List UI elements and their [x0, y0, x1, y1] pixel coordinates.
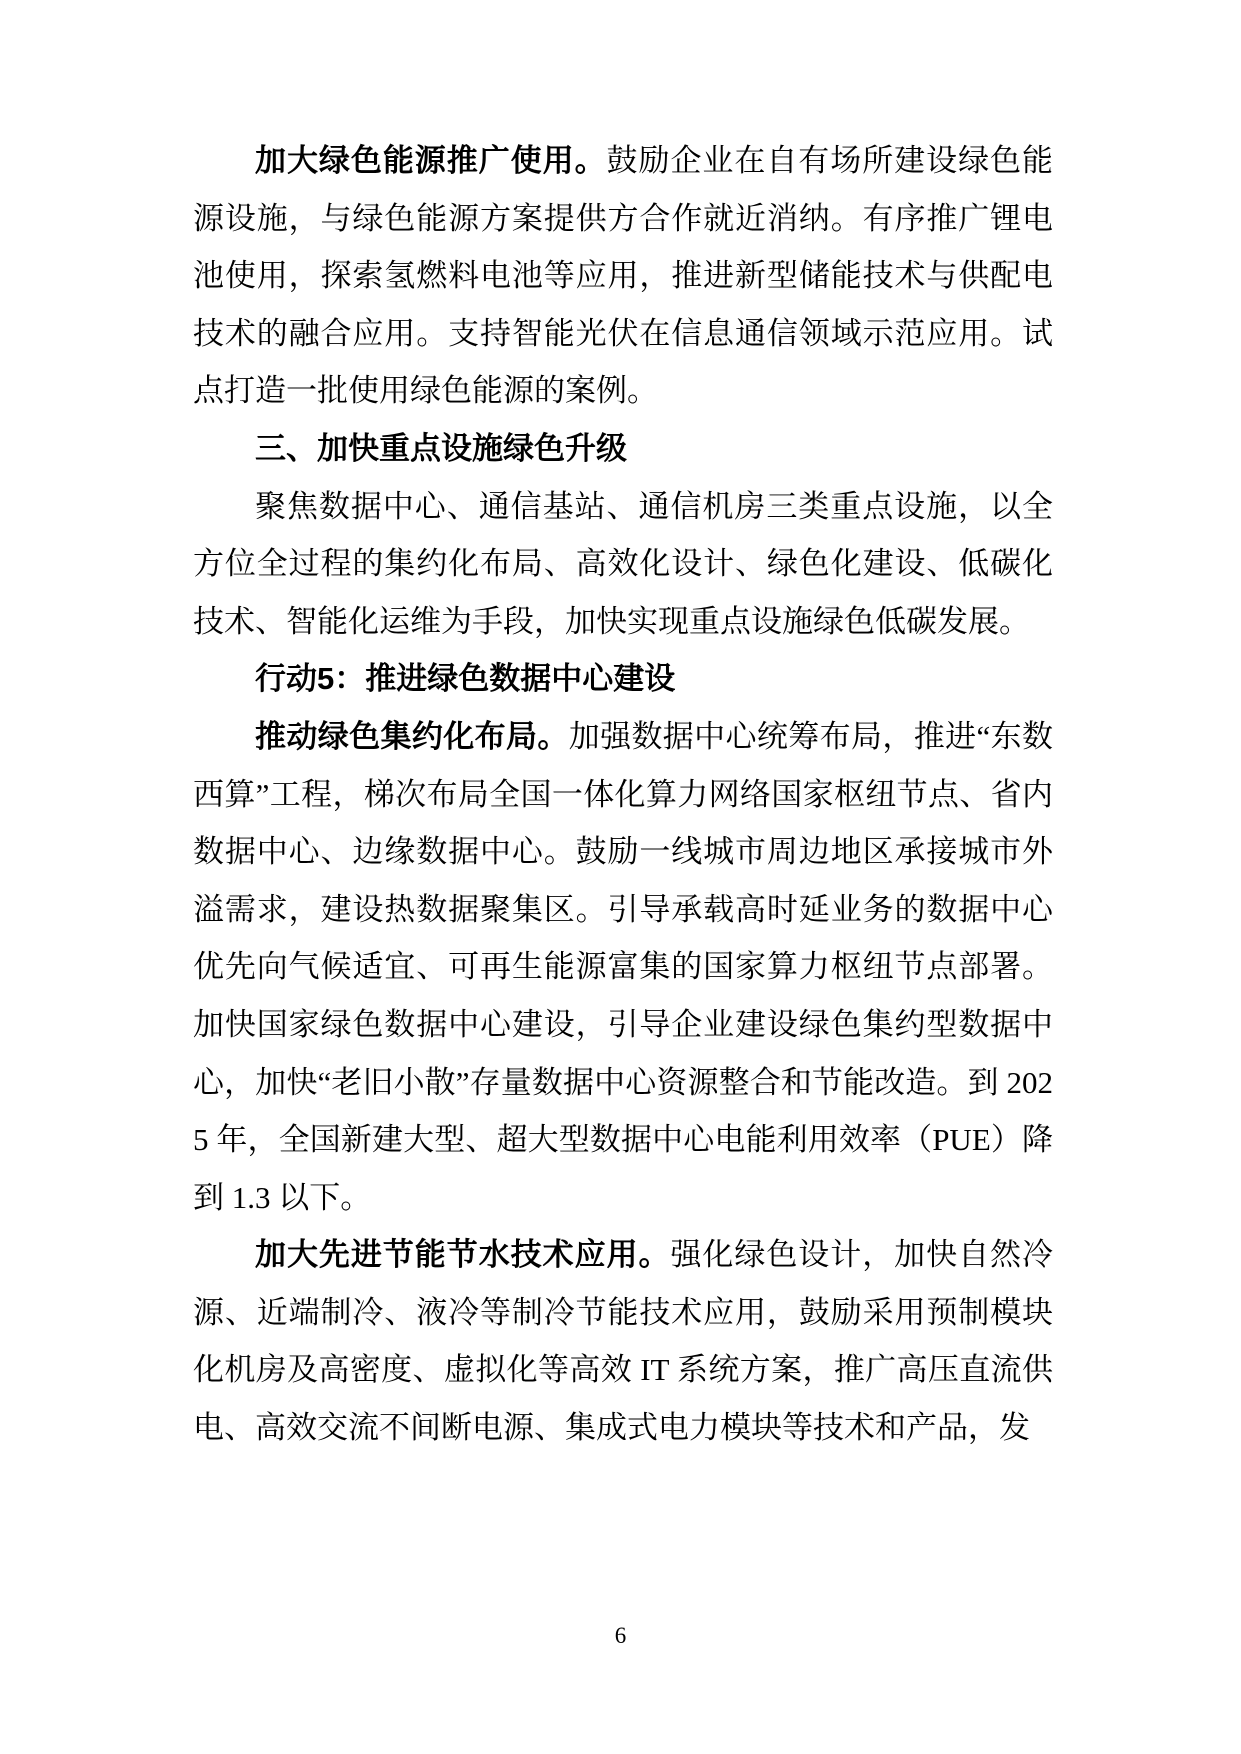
document-body	[193, 132, 1053, 1457]
action-5-heading: 行动5：推进绿色数据中心建设	[255, 661, 676, 697]
paragraph-energy-water-saving-tech	[193, 1226, 1053, 1456]
paragraph-body-text: 加强数据中心统筹布局，推进“东数西算”工程，梯次布局全国一体化算力网络国家枢纽节点、省内数据中心、边缘数据中心。鼓励一线城市周边地区承接城市外溢需求，建设热数据聚集区。引导承载高时延业务的数据中心优先向气候适宜、可再生能源富集的国家算力枢纽节点部署。加快国家绿色数据中心建设，引导企业建设绿色集约型数据中心，加快“老旧小散”存量数据中心资源整合和节能改造。到 2025 年，全国新建大型、超大型数据中心电能利用效率（PUE）降到 1.3 以下。	[193, 718, 1054, 1215]
paragraph-green-intensive-layout	[193, 708, 1053, 1226]
section-heading-3: 三、加快重点设施绿色升级	[255, 430, 627, 466]
paragraph-lead-bold: 加大先进节能节水技术应用。	[255, 1237, 671, 1273]
page-number: 6	[614, 1623, 627, 1648]
paragraph-body-text: 聚焦数据中心、通信基站、通信机房三类重点设施，以全方位全过程的集约化布局、高效化设计、绿色化建设、低碳化技术、智能化运维为手段，加快实现重点设施绿色低碳发展。	[193, 488, 1053, 639]
paragraph-lead-bold: 推动绿色集约化布局。	[255, 718, 569, 754]
paragraph-body-text: 强化绿色设计，加快自然冷源、近端制冷、液冷等制冷节能技术应用，鼓励采用预制模块化机房及高密度、虚拟化等高效 IT 系统方案，推广高压直流供电、高效交流不间断电源、集成式电力模块等技术和产品，发	[193, 1237, 1054, 1446]
paragraph-green-energy-promotion	[193, 132, 1053, 420]
paragraph-key-facilities	[193, 478, 1053, 651]
paragraph-lead-bold: 加大绿色能源推广使用。	[255, 143, 607, 178]
paragraph-body-text: 鼓励企业在自有场所建设绿色能源设施，与绿色能源方案提供方合作就近消纳。有序推广锂电池使用，探索氢燃料电池等应用，推进新型储能技术与供配电技术的融合应用。支持智能光伏在信息通信领域示范应用。试点打造一批使用绿色能源的案例。	[193, 143, 1054, 409]
